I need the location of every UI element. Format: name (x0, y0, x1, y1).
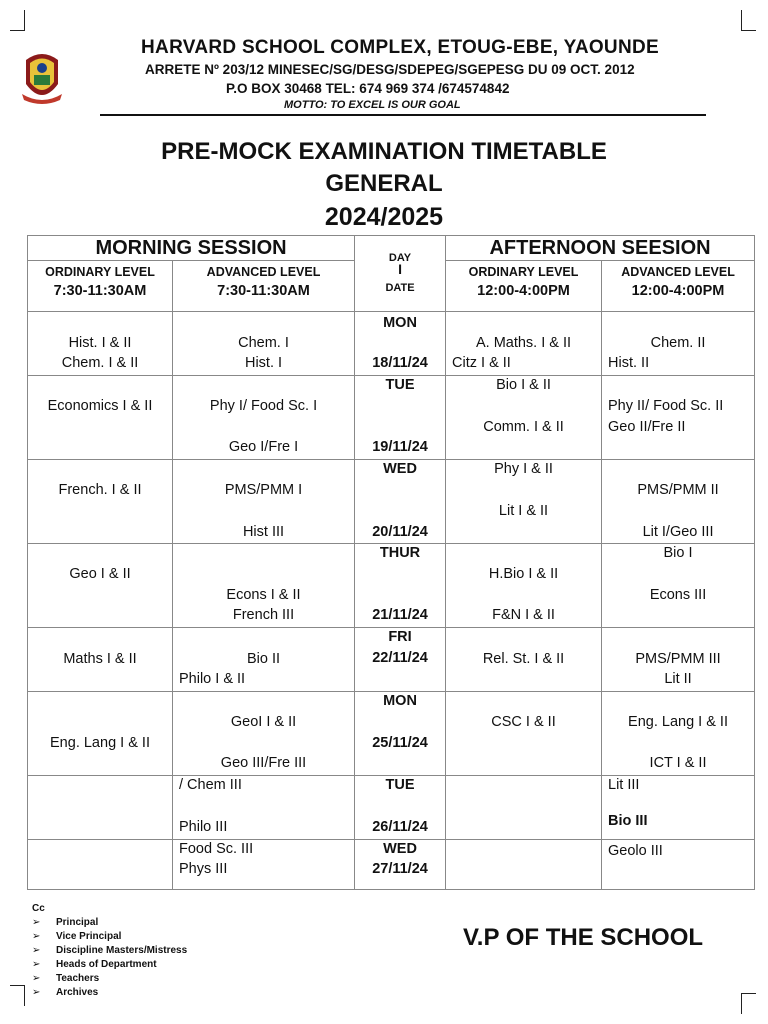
cell-morning-advanced (173, 544, 355, 628)
subject: Lit I/Geo III (642, 524, 714, 540)
cell-morning-ordinary (28, 628, 173, 692)
morning-advanced-level: ADVANCED LEVEL (206, 265, 321, 279)
subject: Lit I & II (498, 503, 549, 519)
list-item (32, 986, 187, 1000)
subject: Phys III (179, 861, 228, 877)
cell-morning-advanced (173, 776, 355, 840)
day-name: TUE (385, 377, 415, 393)
table-row (28, 840, 755, 890)
subject: Geo II/Fre II (608, 419, 686, 435)
exam-date: 26/11/24 (372, 819, 428, 835)
subject: Hist. I (244, 355, 283, 371)
subject: A. Maths. I & II (475, 335, 572, 351)
page-title: PRE-MOCK EXAMINATION TIMETABLE (161, 138, 607, 165)
cc-label: Cc (32, 903, 45, 914)
cell-day-date (355, 460, 446, 544)
exam-date: 19/11/24 (372, 439, 428, 455)
cell-morning-ordinary (28, 460, 173, 544)
subject: H.Bio I & II (488, 566, 559, 582)
subject: Geo III/Fre III (220, 755, 307, 771)
cell-afternoon-ordinary (446, 460, 602, 544)
subject: GeoI I & II (230, 714, 297, 730)
exam-date: 25/11/24 (372, 735, 428, 751)
subject: Hist. I & II (68, 335, 132, 351)
subject: Rel. St. I & II (482, 651, 565, 667)
day-name: THUR (379, 545, 421, 561)
arrow-icon: ➢ (32, 973, 41, 984)
subject: Bio I (663, 545, 693, 561)
subject: PMS/PMM I (224, 482, 303, 498)
cell-afternoon-ordinary (446, 692, 602, 776)
table-row (28, 460, 755, 544)
subject: Lit III (608, 777, 640, 793)
day-date-header (355, 236, 446, 312)
crop-mark-top-right (741, 10, 756, 31)
cell-day-date (355, 840, 446, 890)
cell-day-date (355, 692, 446, 776)
subject: Eng. Lang I & II (628, 714, 728, 730)
cell-morning-advanced (173, 692, 355, 776)
morning-advanced-header (173, 261, 355, 312)
cell-afternoon-advanced (602, 840, 755, 890)
subject: F&N I & II (492, 607, 555, 623)
arrete-reference: ARRETE Nº 203/12 MINESEC/SG/DESG/SDEPEG/SGEPESG DU 09 OCT. 2012 (145, 62, 635, 77)
cell-afternoon-advanced (602, 312, 755, 376)
cell-afternoon-advanced (602, 628, 755, 692)
school-motto: MOTTO: TO EXCEL IS OUR GOAL (284, 99, 461, 111)
subject: Economics I & II (47, 398, 153, 414)
cell-morning-ordinary (28, 376, 173, 460)
subject: PMS/PMM II (637, 482, 719, 498)
afternoon-ordinary-level: ORDINARY LEVEL (468, 265, 579, 279)
subject: Chem. I (238, 335, 289, 351)
subject: Comm. I & II (483, 419, 564, 435)
afternoon-session-header: AFTERNOON SEESION (446, 236, 755, 261)
subject: Philo I & II (179, 671, 246, 687)
subject: Food Sc. III (179, 841, 254, 857)
cell-morning-advanced (173, 460, 355, 544)
subject: Bio II (246, 651, 281, 667)
cell-morning-advanced (173, 628, 355, 692)
cell-afternoon-ordinary (446, 312, 602, 376)
list-item (32, 972, 187, 986)
day-separator: I (398, 261, 402, 277)
cell-afternoon-ordinary (446, 544, 602, 628)
header-divider (100, 114, 706, 116)
arrow-icon: ➢ (32, 931, 41, 942)
subject: Bio I & II (496, 377, 551, 393)
school-name: HARVARD SCHOOL COMPLEX, ETOUG-EBE, YAOUNDE (141, 37, 659, 58)
cell-morning-ordinary (28, 776, 173, 840)
afternoon-ordinary-time: 12:00-4:00PM (477, 283, 570, 299)
cell-morning-ordinary (28, 840, 173, 890)
cell-afternoon-advanced (602, 692, 755, 776)
cell-day-date (355, 376, 446, 460)
subject: Phy I & II (494, 461, 553, 477)
cell-day-date (355, 628, 446, 692)
table-row (28, 376, 755, 460)
exam-date: 21/11/24 (372, 607, 428, 623)
list-item (32, 958, 187, 972)
subject: Econs I & II (226, 587, 301, 603)
cell-day-date (355, 312, 446, 376)
cell-day-date (355, 776, 446, 840)
cell-afternoon-ordinary (446, 840, 602, 890)
day-name: TUE (385, 777, 415, 793)
afternoon-advanced-header (602, 261, 755, 312)
cell-day-date (355, 544, 446, 628)
crop-mark-bottom-right (741, 993, 756, 1014)
cell-afternoon-ordinary (446, 376, 602, 460)
page-subtitle: GENERAL (325, 170, 443, 197)
subject: French. I & II (58, 482, 142, 498)
crop-mark-top-left (10, 10, 25, 31)
day-name: MON (383, 315, 417, 331)
cell-afternoon-advanced (602, 776, 755, 840)
subject: Chem. I & II (61, 355, 139, 371)
subject: Eng. Lang I & II (50, 735, 150, 751)
cell-afternoon-ordinary (446, 628, 602, 692)
afternoon-advanced-time: 12:00-4:00PM (631, 283, 725, 299)
arrow-icon: ➢ (32, 945, 41, 956)
arrow-icon: ➢ (32, 959, 41, 970)
school-crest-logo (22, 50, 62, 106)
day-name: MON (383, 693, 417, 709)
morning-ordinary-level: ORDINARY LEVEL (45, 265, 155, 279)
timetable (27, 235, 755, 890)
table-row (28, 312, 755, 376)
cell-morning-ordinary (28, 312, 173, 376)
exam-date: 22/11/24 (372, 650, 428, 666)
day-name: WED (383, 461, 417, 477)
signature-title: V.P OF THE SCHOOL (463, 924, 704, 951)
subject: Phy I/ Food Sc. I (209, 398, 318, 414)
subject: CSC I & II (491, 714, 556, 730)
morning-ordinary-header (28, 261, 173, 312)
afternoon-advanced-level: ADVANCED LEVEL (621, 265, 735, 279)
cell-morning-advanced (173, 376, 355, 460)
cell-afternoon-advanced (602, 376, 755, 460)
subject: Hist. II (608, 355, 650, 371)
cell-afternoon-ordinary (446, 776, 602, 840)
subject: Bio III (608, 813, 648, 829)
cc-list (32, 916, 187, 1000)
exam-date: 27/11/24 (372, 861, 428, 877)
subject: PMS/PMM III (635, 651, 721, 667)
cell-morning-advanced (173, 312, 355, 376)
day-name: FRI (388, 629, 412, 645)
cell-morning-ordinary (28, 692, 173, 776)
subject: Geolo III (608, 843, 663, 859)
table-row (28, 776, 755, 840)
arrow-icon: ➢ (32, 917, 41, 928)
subject: Philo III (179, 819, 228, 835)
subject: / Chem III (179, 777, 242, 793)
table-row (28, 692, 755, 776)
contact-line: P.O BOX 30468 TEL: 674 969 374 /674574842 (226, 81, 510, 96)
morning-ordinary-time: 7:30-11:30AM (53, 283, 147, 299)
academic-year: 2024/2025 (324, 203, 444, 231)
cc-recipient: Principal (56, 917, 99, 928)
cell-morning-advanced (173, 840, 355, 890)
subject: ICT I & II (649, 755, 707, 771)
list-item (32, 930, 187, 944)
subject: French III (232, 607, 295, 623)
table-row (28, 544, 755, 628)
subject: Phy II/ Food Sc. II (608, 398, 724, 414)
afternoon-ordinary-header (446, 261, 602, 312)
crop-mark-bottom-left (10, 985, 25, 1006)
subject: Econs III (649, 587, 707, 603)
subject: Chem. II (650, 335, 706, 351)
exam-date: 20/11/24 (372, 524, 428, 540)
cc-recipient: Discipline Masters/Mistress (56, 945, 188, 956)
morning-advanced-time: 7:30-11:30AM (217, 283, 310, 299)
list-item (32, 916, 187, 930)
cc-recipient: Teachers (56, 973, 100, 984)
date-label: DATE (385, 282, 415, 294)
subject: Lit II (664, 671, 692, 687)
day-label: DAY (388, 252, 412, 264)
exam-date: 18/11/24 (372, 355, 428, 371)
day-name: WED (383, 841, 417, 857)
subject: Hist III (242, 524, 285, 540)
subject: Geo I & II (69, 566, 131, 582)
table-row (28, 628, 755, 692)
cell-afternoon-advanced (602, 544, 755, 628)
cc-recipient: Archives (56, 987, 99, 998)
cc-recipient: Heads of Department (56, 959, 157, 970)
subject: Citz I & II (452, 355, 511, 371)
arrow-icon: ➢ (32, 987, 41, 998)
subject: Geo I/Fre I (228, 439, 299, 455)
cell-afternoon-advanced (602, 460, 755, 544)
cc-recipient: Vice Principal (56, 931, 122, 942)
list-item (32, 944, 187, 958)
subject: Maths I & II (63, 651, 137, 667)
morning-session-header: MORNING SESSION (28, 236, 355, 261)
cell-morning-ordinary (28, 544, 173, 628)
